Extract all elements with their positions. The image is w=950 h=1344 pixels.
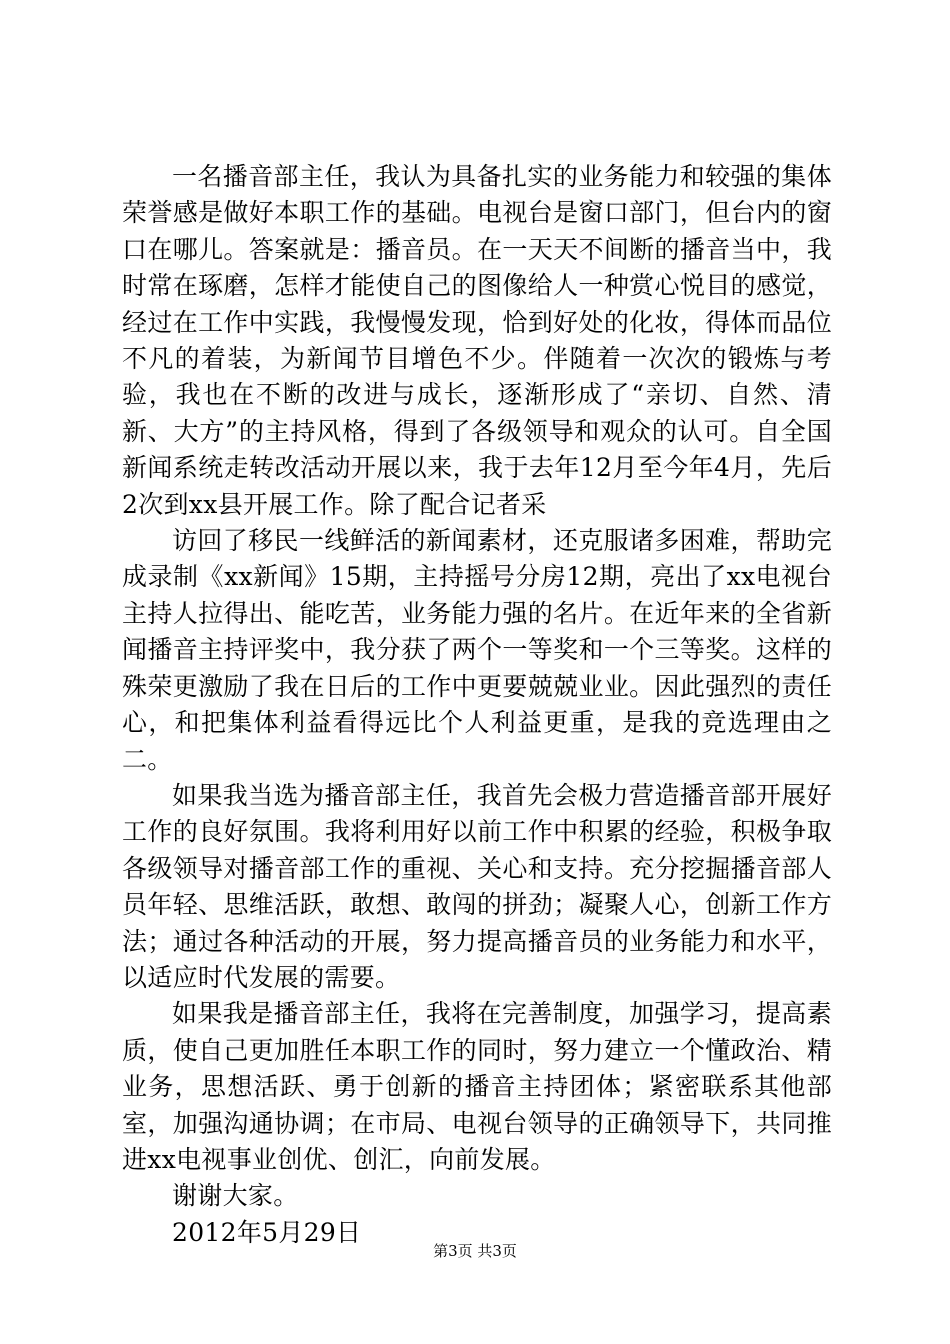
paragraph-work-plan: 如果我当选为播音部主任，我首先会极力营造播音部开展好工作的良好氛围。我将利用好以前工作中积累的经验，积极争取各级领导对播音部工作的重视、关心和支持。充分挖掘播音部人员年轻、思维活跃，敢想、敢闯的拼劲；凝聚人心，创新工作方法；通过各种活动的开展，努力提高播音员的业务能力和水平，以适应时代发展的需要。 (122, 780, 832, 992)
paragraph-date: 2012年5月29日 (172, 1217, 362, 1247)
paragraph-campaign-reason-one: 一名播音部主任，我认为具备扎实的业务能力和较强的集体荣誉感是做好本职工作的基础。电视台是窗口部门，但台内的窗口在哪儿。答案就是：播音员。在一天天不间断的播音当中，我时常在琢磨，怎样才能使自己的图像给人一种赏心悦目的感觉，经过在工作中实践，我慢慢发现，恰到好处的化妆，得体而品位不凡的着装，为新闻节目增色不少。伴随着一次次的锻炼与考验，我也在不断的改进与成长，逐渐形成了“亲切、自然、清新、大方”的主持风格，得到了各级领导和观众的认可。自全国新闻系统走转改活动开展以来，我于去年12月至今年4月，先后2次到xx县开展工作。除了配合记者采 (122, 162, 832, 519)
page-number-footer: 第3页 共3页 (433, 1242, 517, 1260)
paragraph-commitment: 如果我是播音部主任，我将在完善制度，加强学习，提高素质，使自己更加胜任本职工作的同时，努力建立一个懂政治、精业务，思想活跃、勇于创新的播音主持团体；紧密联系其他部室，加强沟通协调；在市局、电视台领导的正确领导下，共同推进xx电视事业创优、创汇，向前发展。 (122, 999, 832, 1174)
paragraph-campaign-reason-two: 访回了移民一线鲜活的新闻素材，还克服诸多困难，帮助完成录制《xx新闻》15期，主持摇号分房12期，亮出了xx电视台主持人拉得出、能吃苦，业务能力强的名片。在近年来的全省新闻播音主持评奖中，我分获了两个一等奖和一个三等奖。这样的殊荣更激励了我在日后的工作中更要兢兢业业。因此强烈的责任心，和把集体利益看得远比个人利益更重，是我的竞选理由之二。 (122, 526, 832, 774)
document-body (122, 159, 832, 1251)
paragraph-thanks: 谢谢大家。 (172, 1181, 299, 1211)
